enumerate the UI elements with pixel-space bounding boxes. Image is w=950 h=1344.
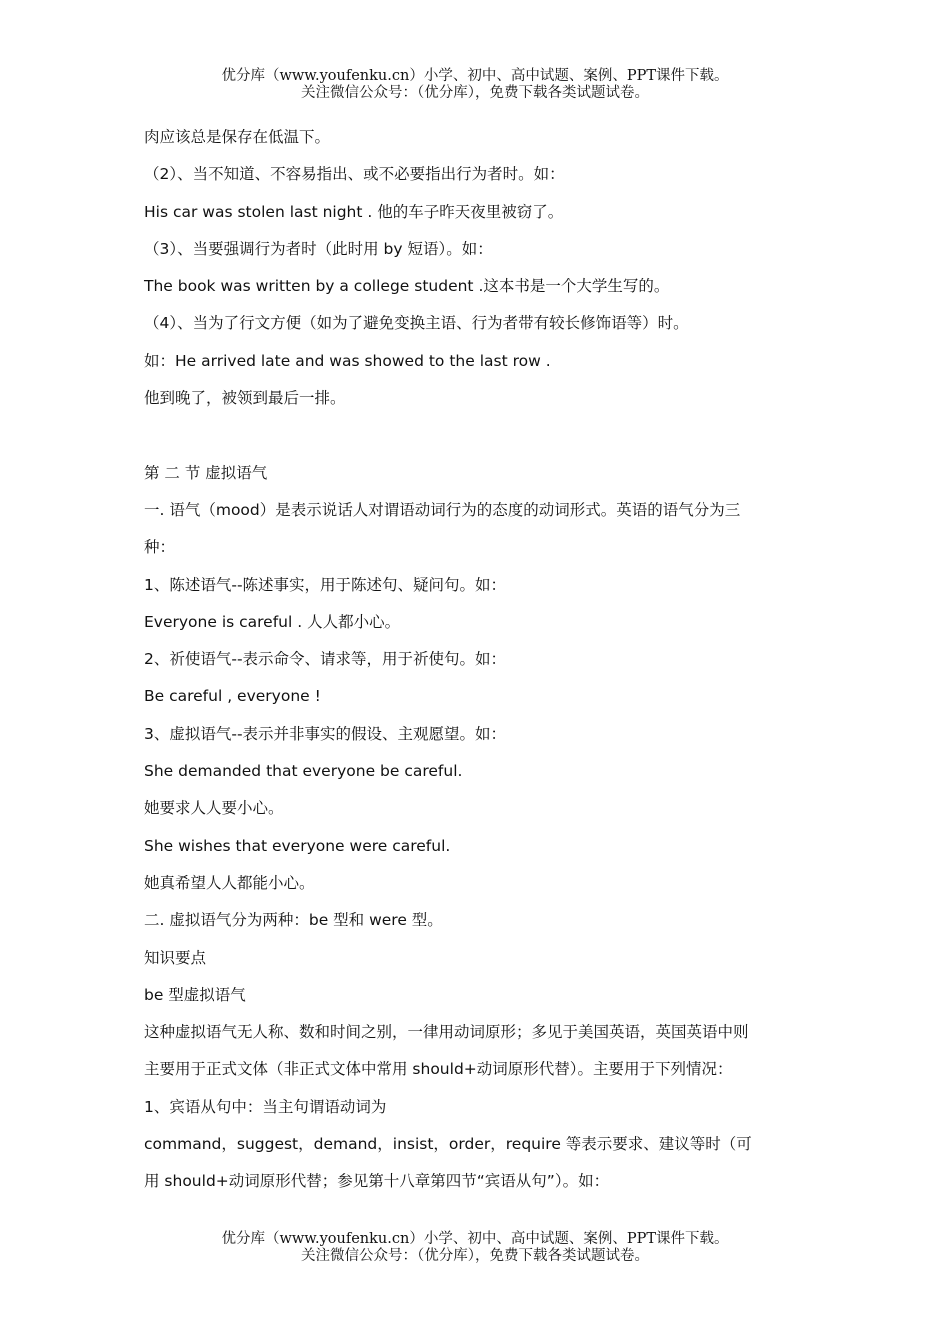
text-line: 如：He arrived late and was showed to the last row . <box>144 351 551 370</box>
text-line: Be careful , everyone ! <box>144 687 321 706</box>
text-line: 肉应该总是保存在低温下。 <box>144 128 331 146</box>
text-line: 种： <box>144 538 176 557</box>
text-line: 用 should+动词原形代替；参见第十八章第四节“宾语从句”）。如： <box>144 1172 610 1191</box>
text-line: 1、陈述语气--陈述事实，用于陈述句、疑问句。如： <box>144 575 507 594</box>
blank-line <box>144 422 806 459</box>
text-line: 她真希望人人都能小心。 <box>144 873 315 892</box>
text-line: （3）、当要强调行为者时（此时用 by 短语）。如： <box>144 239 493 258</box>
section-heading: 第 二 节 虚拟语气 <box>144 463 268 482</box>
text-line: She demanded that everyone be careful. <box>144 762 463 781</box>
page-header <box>0 68 950 102</box>
subheading: 知识要点 <box>144 948 207 967</box>
header-line-2: 关注微信公众号：（优分库），免费下载各类试题试卷。 <box>301 85 649 101</box>
footer-line-1: 优分库（www.youfenku.cn）小学、初中、高中试题、案例、PPT课件下载。 <box>221 1231 729 1247</box>
text-line: The book was written by a college student .这本书是一个大学生写的。 <box>144 277 670 296</box>
text-line: 主要用于正式文体（非正式文体中常用 should+动词原形代替）。主要用于下列情况： <box>144 1060 733 1079</box>
text-line: 这种虚拟语气无人称、数和时间之别，一律用动词原形；多见于美国英语，英国英语中则 <box>144 1023 749 1042</box>
text-line: His car was stolen last night . 他的车子昨天夜里被窃了。 <box>144 202 564 221</box>
page-footer <box>0 1231 950 1265</box>
footer-line-2: 关注微信公众号：（优分库），免费下载各类试题试卷。 <box>301 1248 649 1264</box>
text-line: 一. 语气（mood）是表示说话人对谓语动词行为的态度的动词形式。英语的语气分为三 <box>144 500 741 519</box>
text-line: command，suggest，demand，insist，order，require 等表示要求、建议等时（可 <box>144 1135 752 1154</box>
header-line-1: 优分库（www.youfenku.cn）小学、初中、高中试题、案例、PPT课件下载。 <box>221 68 729 84</box>
text-line: Everyone is careful . 人人都小心。 <box>144 612 401 631</box>
document-body <box>144 124 806 1206</box>
text-line: 二. 虚拟语气分为两种：be 型和 were 型。 <box>144 911 443 930</box>
subheading: be 型虚拟语气 <box>144 985 246 1004</box>
text-line: 2、祈使语气--表示命令、请求等，用于祈使句。如： <box>144 650 507 669</box>
text-line: 3、虚拟语气--表示并非事实的假设、主观愿望。如： <box>144 724 507 743</box>
text-line: 他到晚了，被领到最后一排。 <box>144 389 346 408</box>
text-line: （4）、当为了行文方便（如为了避免变换主语、行为者带有较长修饰语等）时。 <box>144 314 689 333</box>
text-line: She wishes that everyone were careful. <box>144 836 451 855</box>
text-line: （2）、当不知道、不容易指出、或不必要指出行为者时。如： <box>144 165 565 184</box>
text-line: 1、宾语从句中：当主句谓语动词为 <box>144 1097 387 1116</box>
text-line: 她要求人人要小心。 <box>144 799 284 818</box>
